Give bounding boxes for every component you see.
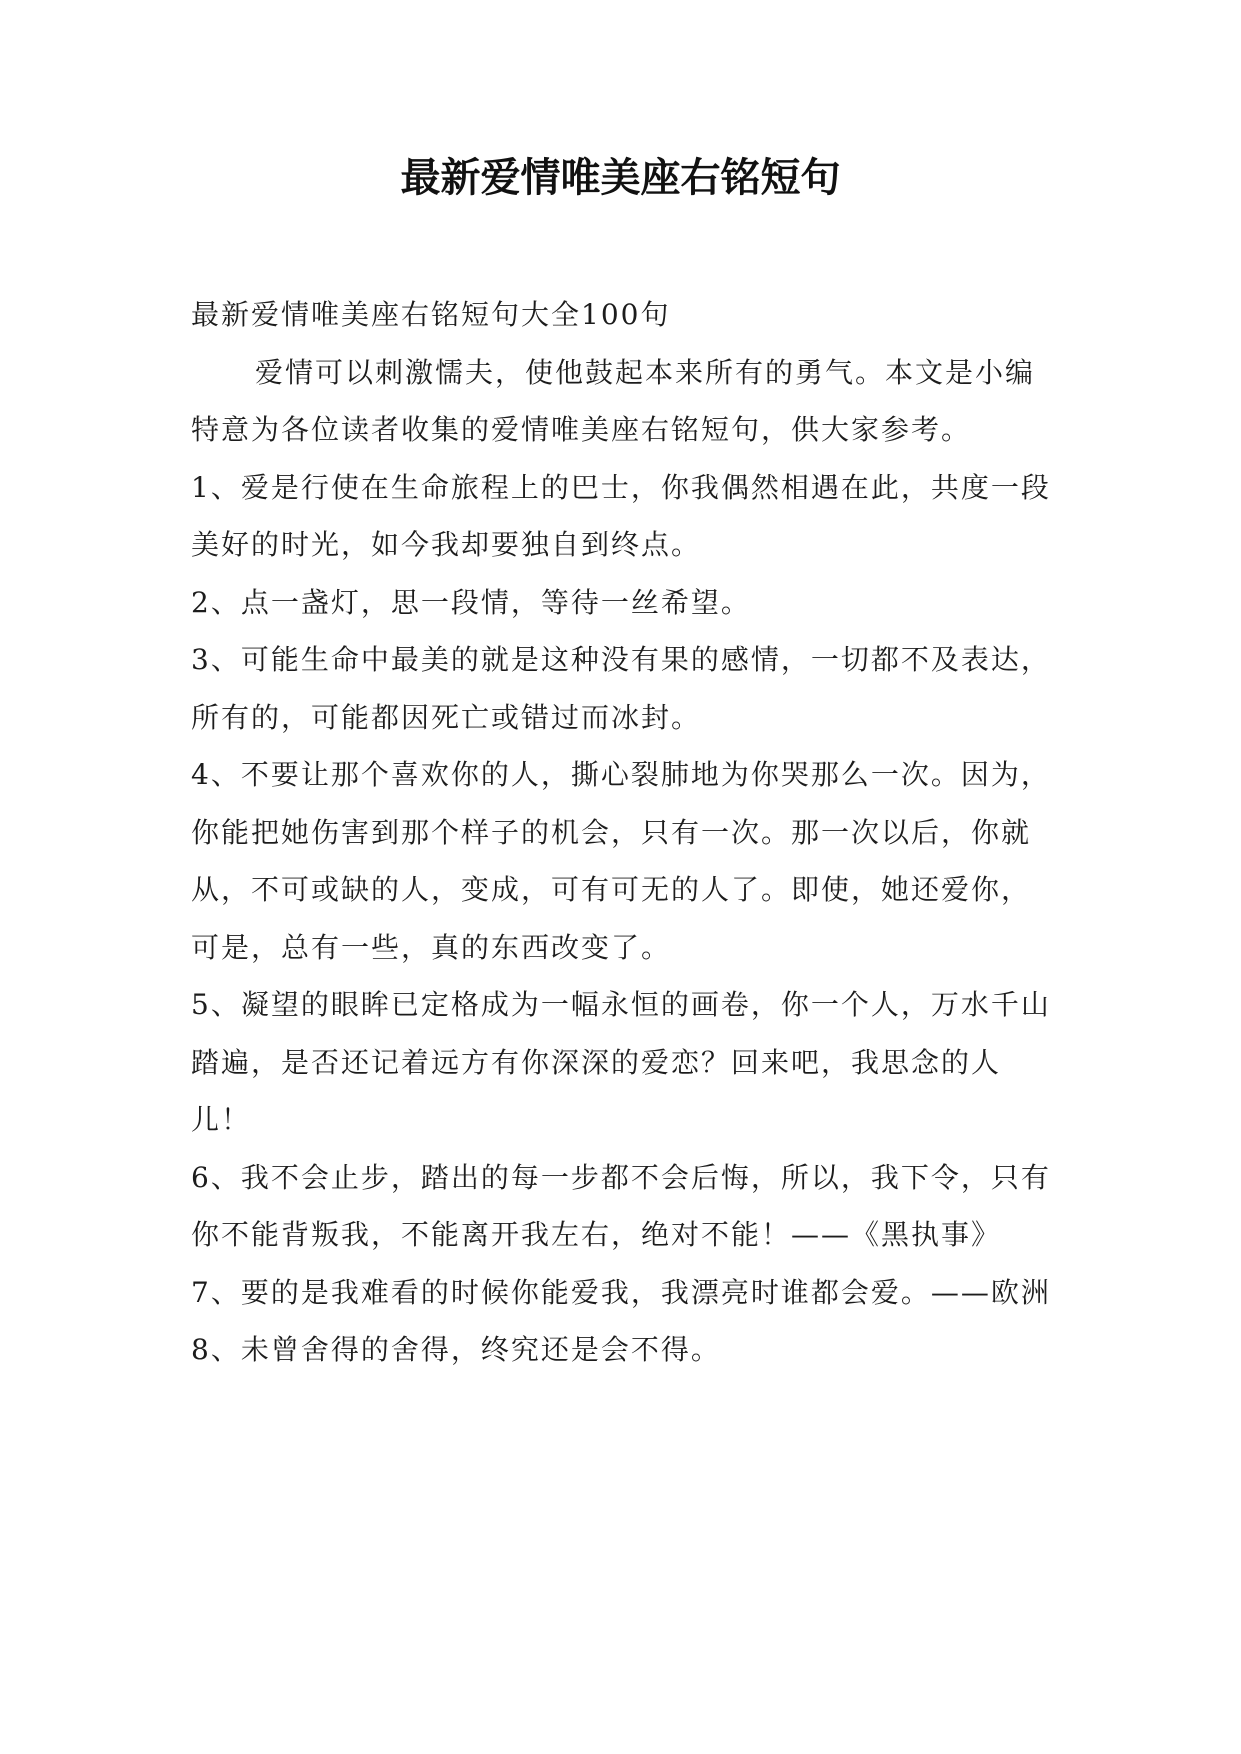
quote-item-6: 6、我不会止步，踏出的每一步都不会后悔，所以，我下令，只有你不能背叛我，不能离开我左右，绝对不能！——《黑执事》 (191, 1160, 1051, 1251)
document-title: 最新爱情唯美座右铭短句 (400, 154, 841, 201)
quote-item-3: 3、可能生命中最美的就是这种没有果的感情，一切都不及表达，所有的，可能都因死亡或错过而冰封。 (191, 643, 1051, 734)
intro-paragraph: 爱情可以刺激懦夫，使他鼓起本来所有的勇气。本文是小编特意为各位读者收集的爱情唯美座右铭短句，供大家参考。 (191, 355, 1036, 446)
document-body (191, 286, 1051, 1379)
quote-item-7: 7、要的是我难看的时候你能爱我，我漂亮时谁都会爱。——欧洲 (191, 1275, 1051, 1309)
quote-item-5: 5、凝望的眼眸已定格成为一幅永恒的画卷，你一个人，万水千山踏遍，是否还记着远方有你深深的爱恋？回来吧，我思念的人儿！ (191, 988, 1051, 1136)
quote-item-4: 4、不要让那个喜欢你的人，撕心裂肺地为你哭那么一次。因为，你能把她伤害到那个样子的机会，只有一次。那一次以后，你就从，不可或缺的人，变成，可有可无的人了。即使，她还爱你，可是，总有一些，真的东西改变了。 (191, 758, 1051, 964)
quote-item-1: 1、爱是行使在生命旅程上的巴士，你我偶然相遇在此，共度一段美好的时光，如今我却要独自到终点。 (191, 470, 1051, 561)
quote-item-8: 8、未曾舍得的舍得，终究还是会不得。 (191, 1333, 721, 1366)
quote-item-2: 2、点一盏灯，思一段情，等待一丝希望。 (191, 585, 751, 619)
document-subtitle: 最新爱情唯美座右铭短句大全100句 (191, 298, 671, 331)
